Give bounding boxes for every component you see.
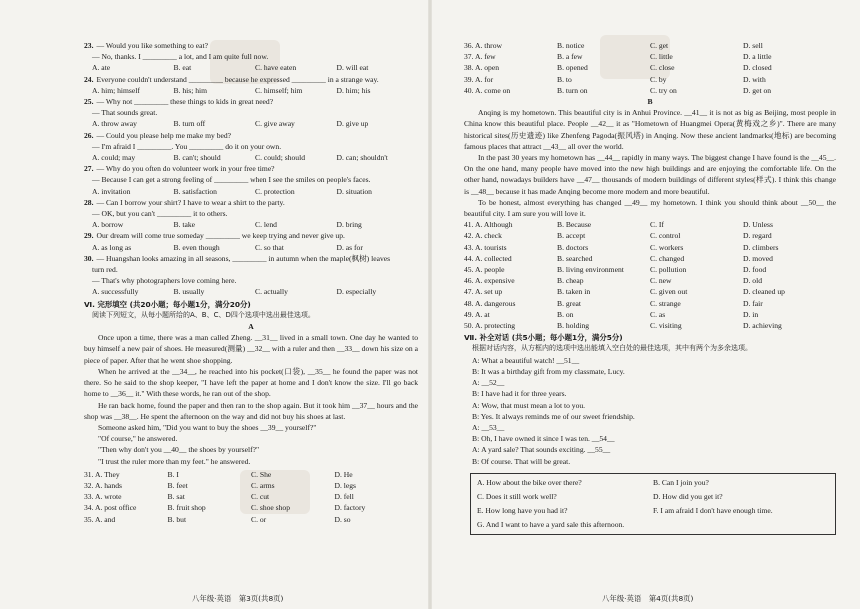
question-25: 25. — Why not _________ these things to kids in great need? — That sounds great. A. throw away B. turn off C. give away D. give up — [84, 96, 418, 130]
options: A. throw away B. turn off C. give away D. give up — [92, 119, 369, 129]
option-row: 48. A. dangerous B. great C. strange D. fair — [464, 298, 763, 308]
question-26: 26. — Could you please help me make my bed? — I'm afraid I _________. You _________ do it on your own. A. could; may B. can't; should C. could; should D. can; shouldn't — [84, 130, 418, 164]
option-row: 31. A. They B. I C. She D. He — [84, 469, 353, 479]
options: A. could; may B. can't; should C. could; should D. can; shouldn't — [92, 153, 388, 163]
options: A. him; himself B. his; him C. himself; him D. him; his — [92, 85, 371, 95]
option-row: 35. A. and B. but C. or D. so — [84, 514, 351, 524]
options: A. successfully B. usually C. actually D. especially — [92, 287, 377, 297]
cloze-a-options-continued — [464, 40, 836, 96]
dialog-options-box: A. How about the bike over there? B. Can I join you? C. Does it still work well? D. How did you get it? E. How long have you had it? F. I am afraid I don't have enough time. G. And I want to have a yard sale this afternoon. — [470, 473, 836, 535]
page-4 — [430, 0, 860, 609]
dialog: A: What a beautiful watch! __51__ B: It was a birthday gift from my classmate, Lucy. A: __52__ B: I have had it for three years. A: Wow, that must mean a lot to you. B: Yes. It always reminds me of our sweet friendship. A: __53__ B: Oh, I have owned it since I was ten. __54__ A: A yard sale? That sounds exciting. __55__ B: Of course. That will be great. — [472, 355, 635, 466]
page-footer: 八年级·英语 第4页(共8页) — [602, 593, 694, 603]
option-row: 47. A. set up B. taken in C. given out D. cleaned up — [464, 287, 785, 297]
section-6-description: 阅读下列短文，从每小题所给的A、B、C、D四个选项中选出最佳选项。 — [92, 310, 315, 319]
option-row: 41. A. Although B. Because C. If D. Unless — [464, 220, 773, 230]
option-row: 37. A. few B. a few C. little D. a little — [464, 52, 772, 62]
section-6-title: Ⅵ. 完形填空 (共20小题；每小题1分，满分20分) — [84, 299, 251, 309]
option-row: 32. A. hands B. feet C. arms D. legs — [84, 480, 357, 490]
option-row: 36. A. throw B. notice C. get D. sell — [464, 41, 763, 50]
options: A. invitation B. satisfaction C. protection D. situation — [92, 186, 372, 196]
option-row: 33. A. wrote B. sat C. cut D. fell — [84, 492, 354, 502]
question-27: 27. — Why do you often do volunteer work in your free time? — Because I can get a strong feeling of _________ when I see the smiles on people's faces. A. invitation B. satisfaction C. protection D. situation — [84, 163, 418, 197]
cloze-a-options — [84, 469, 418, 525]
option-row: 45. A. people B. living environment C. pollution D. food — [464, 265, 767, 275]
option-row: 42. A. check B. accept C. control D. regard — [464, 231, 772, 241]
options: A. borrow B. take C. lend D. bring — [92, 220, 362, 230]
passage-b: Anqing is my hometown. This beautiful city is in Anhui Province. __41__ it is not as big as Beijing, most people in China know this beautiful place. People __42__ it as "Hometown of Huangmei Opera(黄梅戏之乡)". There are many historical sites(历史遗迹) like Zhenfeng Pagoda(振风塔) in Anqing. Now these ancient landmarks(地标) are becoming famous places that attract __43__ all over the world. In the past 30 years my hometown has __44__ rapidly in many ways. The biggest change I have found is the __45__. On the one hand, many people have moved into the new high buildings and are enjoying the comfortable life. On the other hand, nowadays builders have __47__ thousands of modern buildings of different styles(样式). I think this change is __48__ because it has made Anqing become more modern and more beautiful. To be honest, almost everything has changed __49__ my hometown. I think you should think about __50__ the beautiful city. I am sure you will love it. — [464, 108, 836, 219]
option-row: 43. A. tourists B. doctors C. workers D. climbers — [464, 242, 779, 252]
section-7-title: Ⅶ. 补全对话 (共5小题；每小题1分，满分5分) — [464, 333, 623, 343]
option-row: 49. A. at B. on C. as D. in — [464, 309, 759, 319]
options: A. as long as B. even though C. so that D. as for — [92, 242, 363, 252]
question-23: 23. — Would you like something to eat? — No, thanks. I _________ a lot, and I am quite full now. A. ate B. eat C. have eaten D. will eat — [84, 40, 418, 74]
page-footer: 八年级·英语 第3页(共8页) — [192, 593, 284, 603]
option-row: 50. A. protecting B. holding C. visiting D. achieving — [464, 321, 782, 331]
passage-b-label: B — [647, 97, 653, 107]
option-row: 46. A. expensive B. cheap C. new D. old — [464, 276, 762, 286]
question-29: 29. Our dream will come true someday _________ we keep trying and never give up. A. as long as B. even though C. so that D. as for — [84, 230, 418, 252]
option-row: 38. A. open B. opened C. close D. closed — [464, 63, 772, 73]
option-row: 39. A. for B. to C. by D. with — [464, 74, 766, 84]
passage-a: Once upon a time, there was a man called Zheng. __31__ lived in a small town. One day he wanted to buy himself a new pair of shoes. He measured(测量) __32__ with a ruler and then __33__ down his size on a piece of paper. After that he went shoe shopping. When he arrived at the __34__, he reached into his pocket(口袋), __35__ he found the paper was not there. So he said to the shop keeper, "I have left the paper at home and I don't know the size. I'll go back home to __36__ it." With these words, he ran out of the shop. He ran back home, found the paper and then ran to the shop again. But it took him __37__ hours and the shop was __38__. He spent the afternoon on the way and did not buy his shoes at last. Someone asked him, "Did you want to buy the shoes __39__ yourself?" "Of course," he answered. "Then why don't you __40__ the shoes by yourself?" "I trust the ruler more than my feet." he answered. — [84, 333, 418, 466]
option-row: 40. A. come on B. turn on C. try on D. get on — [464, 85, 772, 95]
question-28: 28. — Can I borrow your shirt? I have to wear a shirt to the party. — OK, but you can't _________ it to others. A. borrow B. take C. lend D. bring — [84, 197, 418, 231]
options: A. ate B. eat C. have eaten D. will eat — [92, 63, 369, 73]
cloze-b-options — [464, 219, 836, 331]
option-row: 44. A. collected B. searched C. changed D. moved — [464, 253, 773, 263]
passage-a-label: A — [248, 322, 254, 332]
question-30: 30. — Huangshan looks amazing in all seasons, _________ in autumn when the maple(枫树) leaves turn red. — That's why photographers love coming here. A. successfully B. usually C. actually D. especially — [84, 253, 418, 298]
question-24: 24. Everyone couldn't understand _________ because he expressed _________ in a strange way. A. him; himself B. his; him C. himself; him D. him; his — [84, 74, 418, 96]
section-7-description: 根据对话内容，从方框内的选项中选出能填入空白处的最佳选项，其中有两个为多余选项。 — [472, 344, 752, 353]
option-row: 34. A. post office B. fruit shop C. shoe shop D. factory — [84, 503, 366, 513]
